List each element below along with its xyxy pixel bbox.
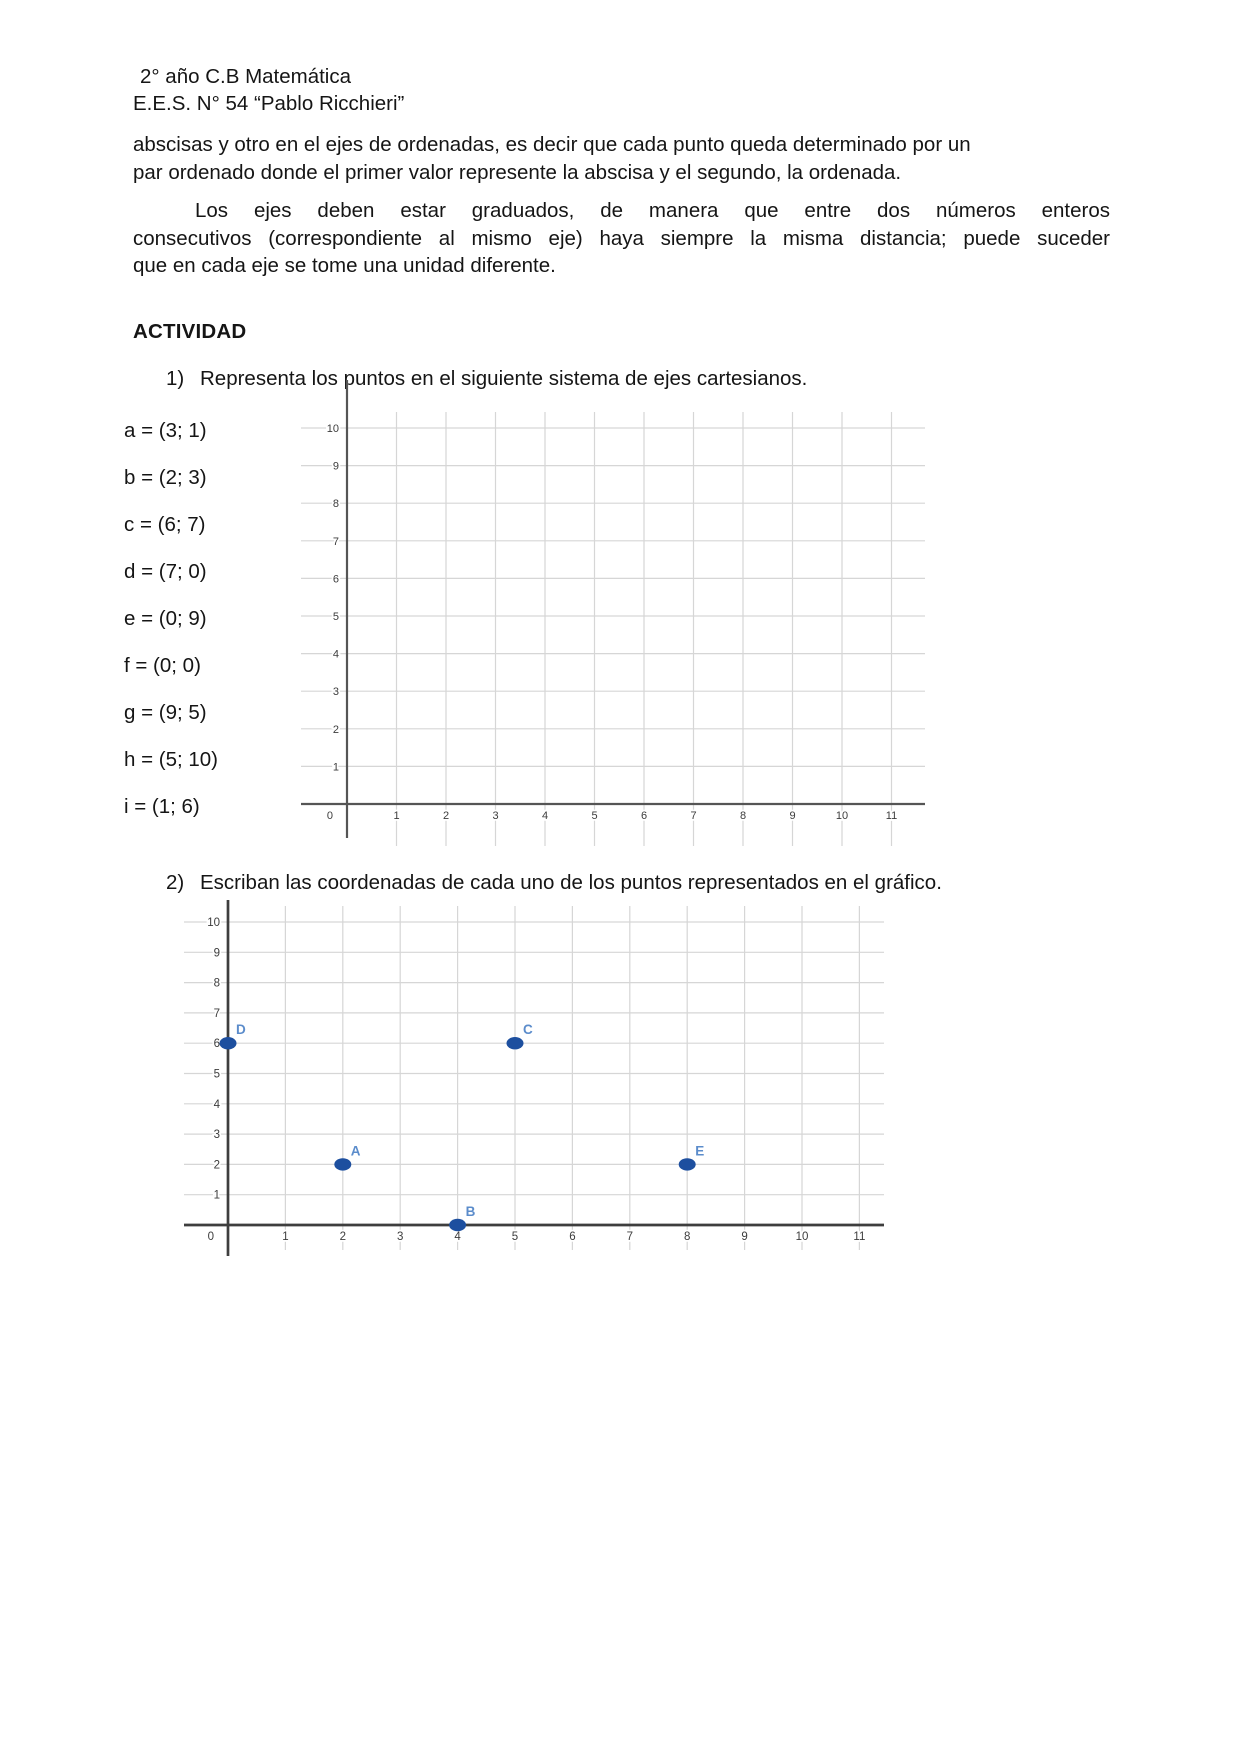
point-definition-i: i = (1; 6) (124, 795, 200, 818)
point-definition-e: e = (0; 9) (124, 607, 207, 630)
activity-item-2 (166, 871, 942, 895)
labeled-points-grid (168, 898, 893, 1266)
svg-text:8: 8 (332, 498, 339, 511)
svg-text:0: 0 (207, 1231, 214, 1243)
paragraph2-line3: que en cada eje se tome una unidad diferente. (133, 254, 556, 277)
svg-text:9: 9 (789, 810, 796, 822)
svg-text:5: 5 (332, 611, 339, 623)
item-2-text: Escriban las coordenadas de cada uno de los puntos representados en el gráfico. (200, 871, 942, 894)
svg-text:8: 8 (683, 1231, 691, 1243)
svg-text:9: 9 (741, 1231, 748, 1243)
svg-text:3: 3 (492, 810, 499, 822)
svg-text:2: 2 (442, 810, 450, 822)
svg-text:4: 4 (213, 1098, 220, 1111)
intro-paragraph-1 (133, 131, 1110, 186)
point-definition-c: c = (6; 7) (124, 513, 206, 536)
item-2-number: 2) (166, 871, 185, 894)
item-1-number: 1) (166, 367, 185, 390)
svg-text:4: 4 (454, 1231, 461, 1243)
svg-text:6: 6 (640, 810, 648, 822)
svg-text:C: C (523, 1022, 533, 1038)
svg-text:7: 7 (690, 810, 697, 822)
svg-text:10: 10 (207, 917, 220, 929)
svg-text:11: 11 (853, 1231, 866, 1243)
svg-text:10: 10 (795, 1231, 809, 1243)
svg-text:3: 3 (396, 1231, 404, 1243)
point-definition-g: g = (9; 5) (124, 701, 207, 724)
svg-text:9: 9 (332, 460, 339, 473)
svg-text:10: 10 (326, 423, 339, 435)
point-definition-a: a = (3; 1) (124, 419, 207, 442)
svg-text:1: 1 (393, 810, 400, 822)
school-name: E.E.S. N° 54 “Pablo Ricchieri” (133, 92, 405, 115)
point-definition-h: h = (5; 10) (124, 748, 219, 771)
svg-text:3: 3 (213, 1129, 220, 1142)
svg-text:A: A (350, 1143, 361, 1159)
svg-text:1: 1 (332, 761, 339, 774)
svg-text:7: 7 (626, 1231, 634, 1243)
svg-text:4: 4 (332, 648, 339, 661)
svg-text:2: 2 (332, 723, 339, 736)
svg-text:3: 3 (332, 686, 339, 699)
point-definition-d: d = (7; 0) (124, 560, 207, 583)
svg-text:E: E (695, 1143, 705, 1159)
document-header (133, 63, 404, 117)
svg-text:0: 0 (326, 810, 333, 822)
course-title: 2° año C.B Matemática (140, 65, 352, 88)
svg-text:8: 8 (213, 977, 220, 990)
paragraph1-line1: abscisas y otro en el ejes de ordenadas, es decir que cada punto queda determinado por un (133, 133, 971, 156)
svg-text:1: 1 (282, 1231, 289, 1243)
svg-text:2: 2 (213, 1159, 220, 1172)
item-1-text: Representa los puntos en el siguiente sistema de ejes cartesianos. (200, 367, 808, 390)
svg-text:B: B (465, 1204, 476, 1219)
svg-text:10: 10 (835, 810, 849, 822)
empty-cartesian-grid (291, 366, 936, 861)
svg-text:D: D (236, 1022, 246, 1038)
points-list (124, 407, 218, 830)
activity-heading: ACTIVIDAD (133, 320, 247, 343)
point-definition-f: f = (0; 0) (124, 654, 201, 677)
svg-text:5: 5 (213, 1068, 220, 1081)
svg-text:4: 4 (541, 810, 549, 822)
svg-text:2: 2 (339, 1231, 347, 1243)
paragraph2-line2: consecutivos (correspondiente al mismo eje) haya siempre la misma distancia; puede suceder (133, 226, 1110, 250)
paragraph1-line2: par ordenado donde el primer valor represente la abscisa y el segundo, la ordenada. (133, 160, 902, 184)
svg-text:6: 6 (332, 573, 339, 586)
svg-text:6: 6 (213, 1038, 220, 1051)
svg-text:6: 6 (569, 1231, 576, 1243)
svg-text:7: 7 (332, 535, 339, 548)
svg-text:11: 11 (885, 810, 898, 822)
svg-text:5: 5 (511, 1231, 519, 1243)
svg-text:1: 1 (213, 1189, 220, 1202)
intro-paragraph-2 (133, 197, 1110, 280)
svg-text:9: 9 (213, 947, 220, 960)
point-definition-b: b = (2; 3) (124, 466, 207, 489)
svg-text:5: 5 (591, 810, 598, 822)
svg-text:7: 7 (213, 1007, 220, 1020)
svg-text:8: 8 (739, 810, 747, 822)
paragraph2-line1: Los ejes deben estar graduados, de manera que entre dos números enteros (195, 199, 1110, 222)
